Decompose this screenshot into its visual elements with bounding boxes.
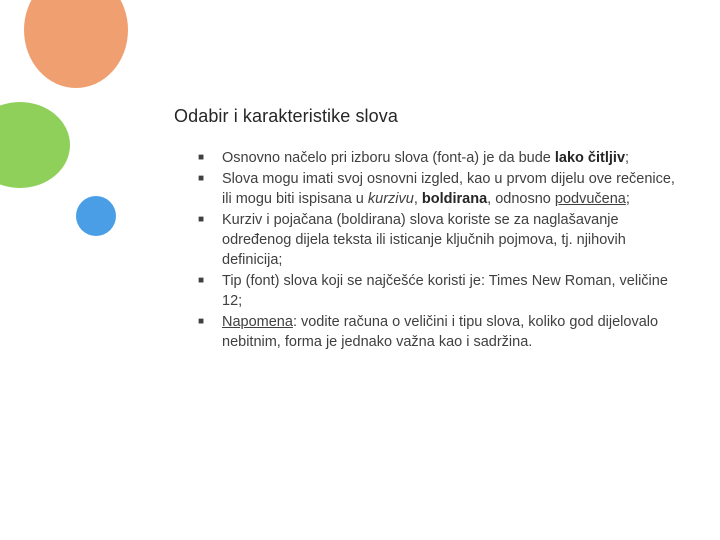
green-circle-decoration [0, 102, 70, 188]
list-item [196, 271, 676, 311]
bullet-text: Tip (font) slova koji se najčešće koristi je: Times New Roman, veličine 12; [222, 273, 668, 309]
list-item [196, 210, 676, 270]
bold-text: boldirana [421, 191, 488, 207]
list-item [196, 148, 676, 168]
underlined-text: Napomena [222, 314, 293, 330]
square-bullet-icon: ■ [198, 173, 205, 184]
square-bullet-icon: ■ [198, 275, 205, 286]
square-bullet-icon: ■ [198, 214, 205, 225]
bold-text: lako čitljiv [554, 150, 626, 166]
list-item [196, 312, 676, 352]
blue-circle-decoration [76, 196, 116, 236]
bullet-text: , [413, 191, 422, 207]
italic-text: kurzivu [367, 191, 414, 207]
square-bullet-icon: ■ [198, 152, 205, 163]
square-bullet-icon: ■ [198, 316, 205, 327]
bullet-text: ; [625, 191, 630, 207]
bullet-text: , odnosno [487, 191, 555, 207]
bullet-text: Kurziv i pojačana (boldirana) slova koriste se za naglašavanje određenog dijela teksta ili isticanje ključnih pojmova, tj. njihovih definicija; [222, 212, 626, 268]
orange-circle-decoration [24, 0, 128, 88]
bullet-list [196, 148, 676, 353]
bullet-text: Osnovno načelo pri izboru slova (font-a) je da bude [222, 150, 555, 166]
list-item [196, 169, 676, 209]
bullet-text: Slova mogu imati svoj osnovni izgled, kao u prvom dijelu ove rečenice, ili mogu biti ispisana u [222, 171, 675, 207]
slide-title: Odabir i karakteristike slova [174, 106, 398, 126]
bullet-text: : vodite računa o veličini i tipu slova, koliko god dijelovalo nebitnim, forma je jednako važna kao i sadržina. [222, 314, 659, 350]
underlined-text: podvučena [554, 191, 626, 207]
bullet-text: ; [625, 150, 630, 166]
